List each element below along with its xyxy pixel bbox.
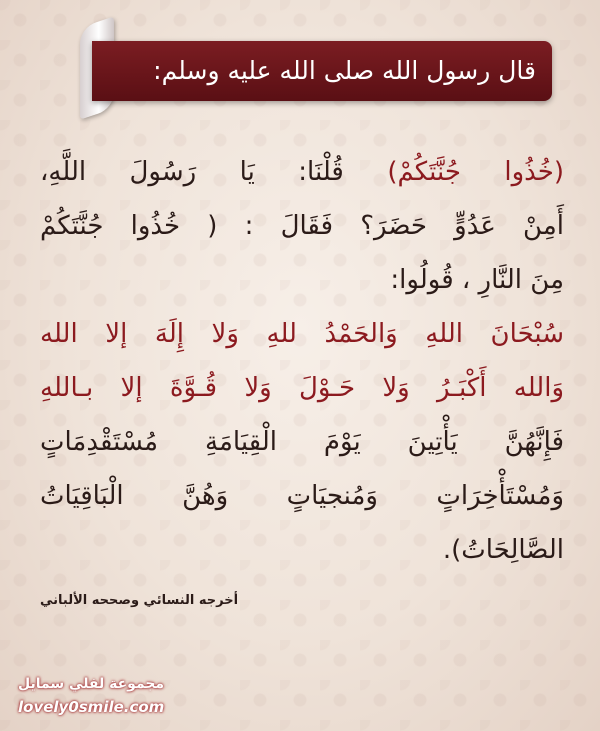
footer-site-name: مجموعة لفلي سمايل xyxy=(18,676,165,692)
dhikr-line: وَالله أَكْبَـرُ وَلا حَـوْلَ وَلا قُـوَّةَ إلا بـاللهِ xyxy=(40,373,564,403)
hadith-line: وَمُسْتَأْخِرَاتٍ وَمُنجيَاتٍ وَهُنَّ الْبَاقِيَاتُ xyxy=(40,481,564,511)
hadith-source: أخرجه النسائي وصححه الألباني xyxy=(40,593,239,608)
hadith-line: أَمِنْ عَدُوٍّ حَضَرَ؟ فَقَالَ : ( خُذُوا جُنَّتَكُمْ xyxy=(40,211,564,241)
hadith-line: مِنَ النَّارِ ، قُولُوا: xyxy=(390,265,564,295)
hadith-line-rest: قُلْنَا: يَا رَسُولَ اللَّهِ، xyxy=(40,157,388,187)
hadith-line xyxy=(40,145,564,199)
hadith-line: فَإِنَّهُنَّ يَأْتِينَ يَوْمَ الْقِيَامَةِ مُسْتَقْدِمَاتٍ xyxy=(40,427,564,457)
hadith-highlight: (خُذُوا جُنَّتَكُمْ) xyxy=(387,157,565,187)
footer-url-link[interactable]: lovely0smile.com xyxy=(18,698,165,716)
hadith-text xyxy=(40,145,564,577)
hadith-line: الصَّالِحَاتُ). xyxy=(442,535,564,565)
dhikr-line: سُبْحَانَ اللهِ وَالحَمْدُ للهِ وَلا إِلَهَ إلا الله xyxy=(40,319,564,349)
page-title: قال رسول الله صلى الله عليه وسلم: xyxy=(153,56,536,85)
